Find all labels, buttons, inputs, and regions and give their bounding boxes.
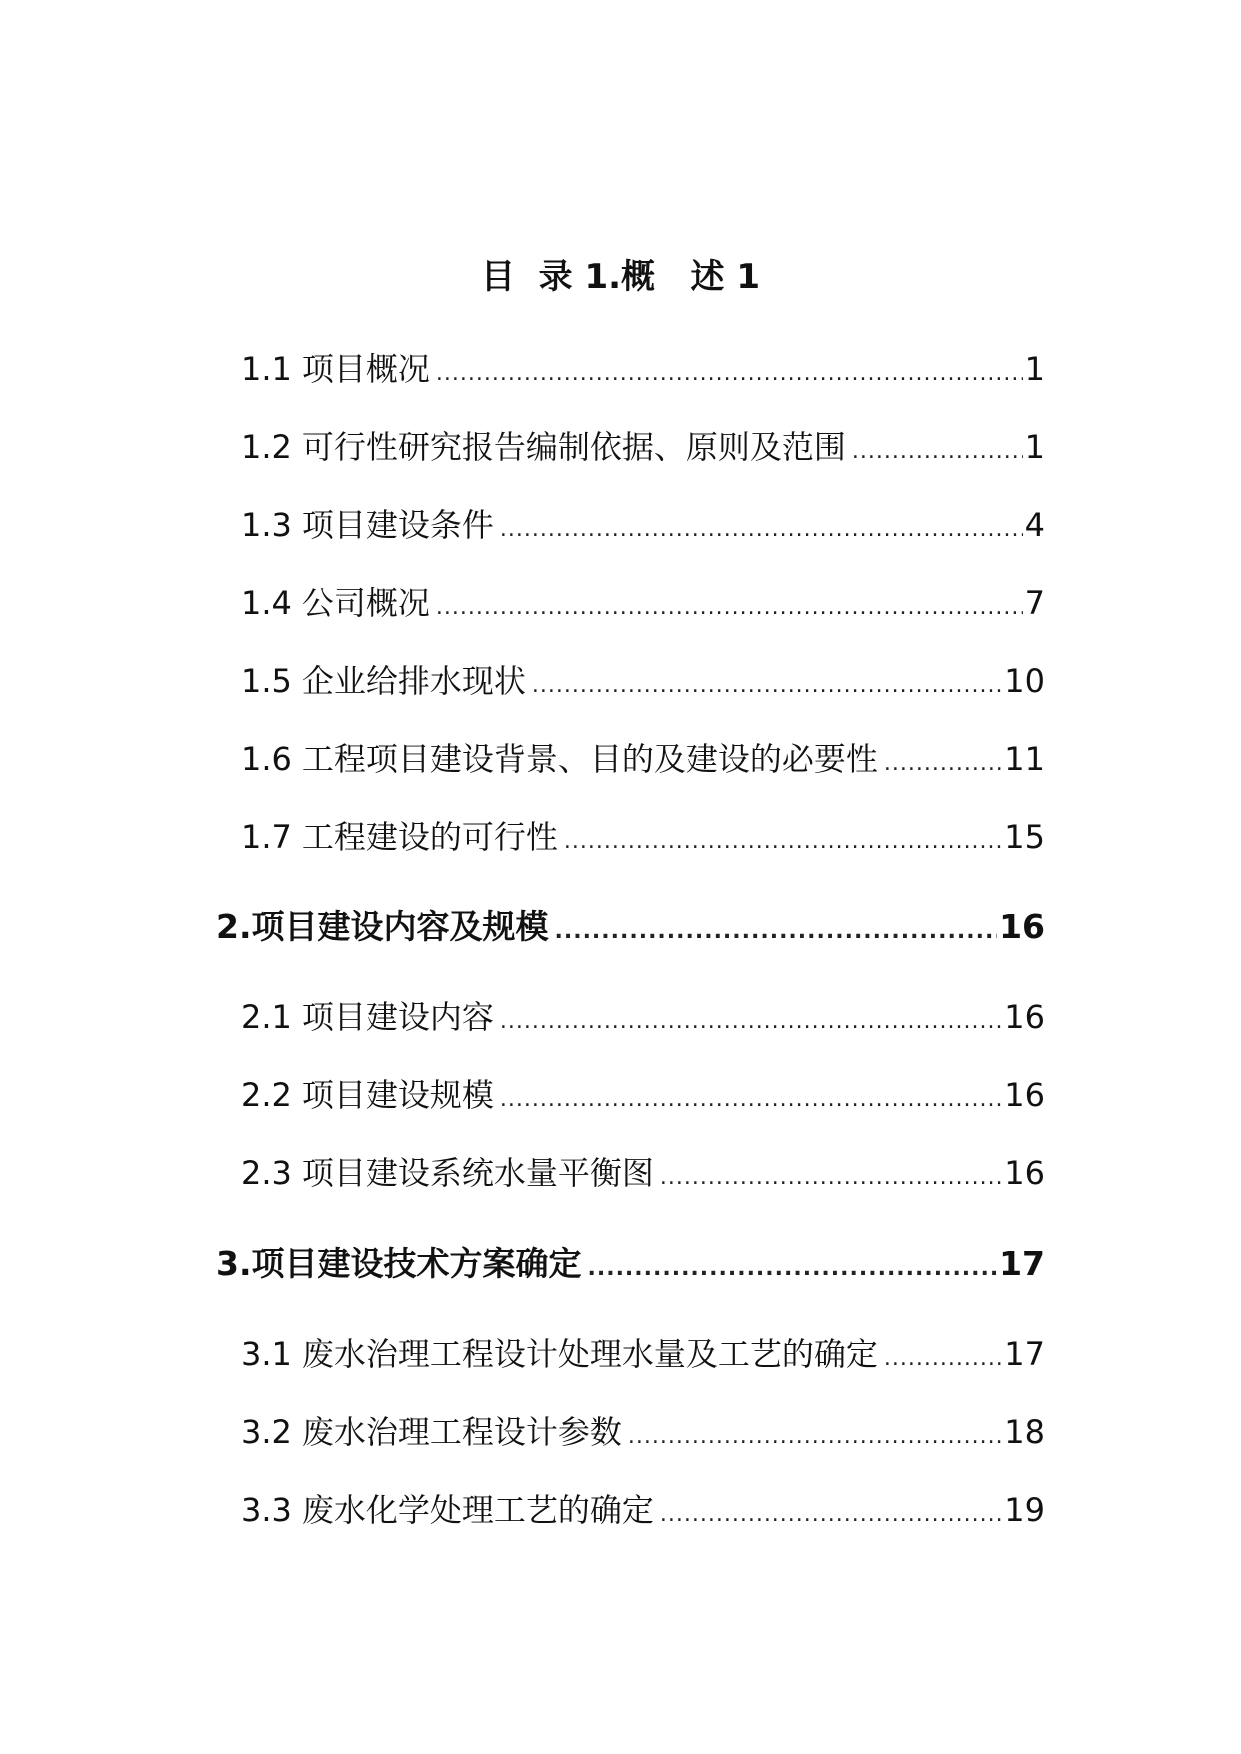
toc-entry-page: 11 — [1004, 740, 1045, 778]
toc-entry-3-1[interactable] — [241, 1330, 1045, 1378]
toc-entry-text: 可行性研究报告编制依据、原则及范围 — [301, 428, 846, 466]
toc-entry-1-1[interactable] — [241, 345, 1045, 393]
toc-dot-leader — [564, 818, 1002, 866]
toc-entry-number: 1.7 — [241, 818, 292, 856]
toc-dot-leader — [555, 908, 998, 956]
toc-entry-page: 18 — [1004, 1413, 1045, 1451]
toc-dot-leader — [436, 584, 1023, 632]
toc-entry-number: 1.1 — [241, 350, 292, 388]
toc-dot-leader — [500, 1076, 1002, 1124]
toc-entry-text: 项目概况 — [301, 350, 430, 388]
toc-entry-number: 2.3 — [241, 1154, 292, 1192]
toc-entry-number: 1.5 — [241, 662, 292, 700]
toc-entry-3-2[interactable] — [241, 1408, 1045, 1456]
toc-dot-leader — [852, 428, 1023, 476]
toc-entry-page: 16 — [1004, 1076, 1045, 1114]
toc-entry-text: 项目建设条件 — [301, 506, 494, 544]
toc-entry-3-3[interactable] — [241, 1486, 1045, 1534]
toc-entry-1-3[interactable] — [241, 501, 1045, 549]
toc-dot-leader — [500, 506, 1023, 554]
toc-entry-2-2[interactable] — [241, 1071, 1045, 1119]
toc-entry-number: 3.1 — [241, 1335, 292, 1373]
toc-dot-leader — [532, 662, 1002, 710]
toc-entry-text: 项目建设系统水量平衡图 — [301, 1154, 654, 1192]
toc-entry-page: 16 — [999, 907, 1045, 946]
toc-entry-1-5[interactable] — [241, 657, 1045, 705]
toc-entry-page: 16 — [1004, 998, 1045, 1036]
toc-entry-text: 项目建设内容及规模 — [251, 907, 549, 946]
toc-entry-text: 企业给排水现状 — [301, 662, 526, 700]
toc-entry-text: 废水治理工程设计处理水量及工艺的确定 — [301, 1335, 878, 1373]
toc-entry-text: 项目建设技术方案确定 — [251, 1244, 582, 1283]
toc-entry-text: 工程项目建设背景、目的及建设的必要性 — [301, 740, 878, 778]
toc-entry-text: 废水治理工程设计参数 — [301, 1413, 622, 1451]
toc-dot-leader — [884, 1335, 1002, 1383]
toc-entry-number: 1.2 — [241, 428, 292, 466]
toc-entry-page: 15 — [1004, 818, 1045, 856]
toc-entry-2-1[interactable] — [241, 993, 1045, 1041]
toc-entry-number: 3. — [216, 1244, 252, 1283]
toc-dot-leader — [500, 998, 1002, 1046]
toc-entry-page: 7 — [1024, 584, 1045, 622]
toc-entry-page: 17 — [1004, 1335, 1045, 1373]
toc-entry-page: 1 — [1024, 428, 1045, 466]
toc-entry-page: 10 — [1004, 662, 1045, 700]
toc-entry-text: 公司概况 — [301, 584, 430, 622]
toc-entry-text: 废水化学处理工艺的确定 — [301, 1491, 654, 1529]
toc-entry-page: 4 — [1024, 506, 1045, 544]
toc-entry-page: 19 — [1004, 1491, 1045, 1529]
toc-entry-1-6[interactable] — [241, 735, 1045, 783]
toc-entry-number: 3.3 — [241, 1491, 292, 1529]
toc-dot-leader — [660, 1154, 1002, 1202]
toc-entry-1-7[interactable] — [241, 813, 1045, 861]
toc-entry-text: 项目建设内容 — [301, 998, 494, 1036]
toc-entry-1-2[interactable] — [241, 423, 1045, 471]
toc-entry-1-4[interactable] — [241, 579, 1045, 627]
toc-dot-leader — [884, 740, 1002, 788]
toc-dot-leader — [588, 1245, 998, 1293]
toc-entry-text: 工程建设的可行性 — [301, 818, 558, 856]
toc-entry-number: 1.6 — [241, 740, 292, 778]
toc-entry-page: 16 — [1004, 1154, 1045, 1192]
toc-entry-2-3[interactable] — [241, 1149, 1045, 1197]
toc-title: 目 录 1.概 述 1 — [480, 257, 761, 297]
toc-entry-page: 17 — [999, 1244, 1045, 1283]
toc-entry-3[interactable] — [216, 1240, 1045, 1288]
toc-dot-leader — [436, 350, 1023, 398]
toc-entry-number: 1.3 — [241, 506, 292, 544]
toc-entry-number: 1.4 — [241, 584, 292, 622]
toc-entry-page: 1 — [1024, 350, 1045, 388]
toc-dot-leader — [660, 1491, 1002, 1539]
toc-dot-leader — [628, 1413, 1002, 1461]
toc-entry-text: 项目建设规模 — [301, 1076, 494, 1114]
toc-entry-number: 2. — [216, 907, 252, 946]
toc-entry-number: 2.1 — [241, 998, 292, 1036]
toc-entry-number: 3.2 — [241, 1413, 292, 1451]
toc-entry-2[interactable] — [216, 903, 1045, 951]
toc-entry-number: 2.2 — [241, 1076, 292, 1114]
